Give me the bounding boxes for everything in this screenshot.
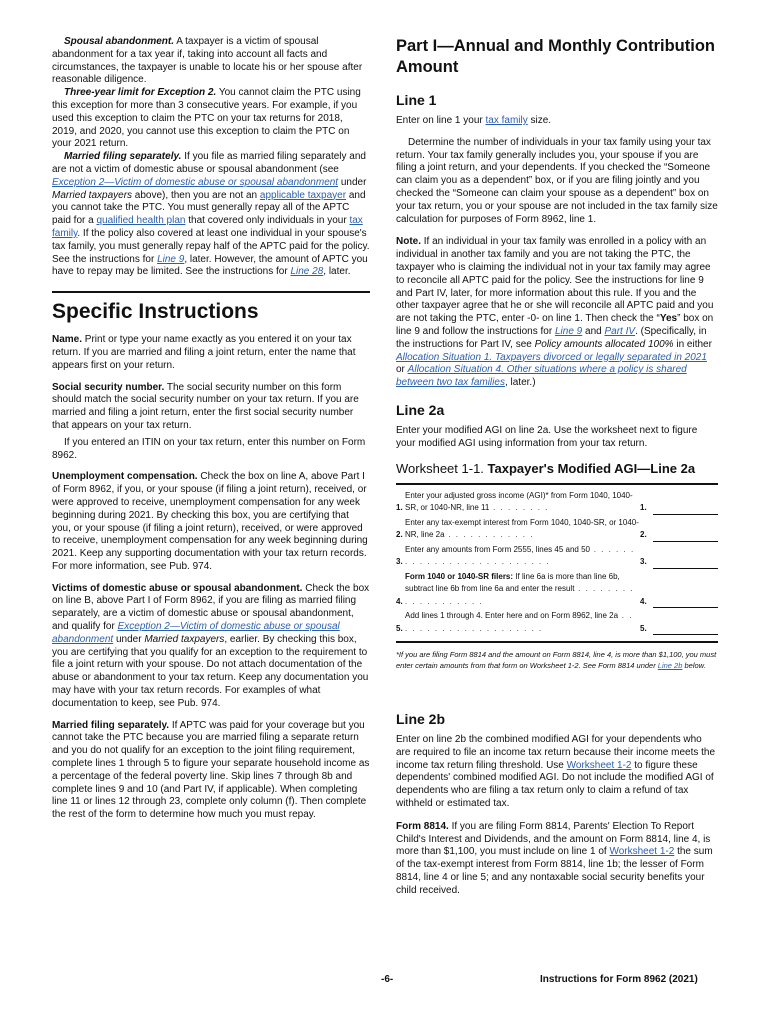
part-iv-link[interactable]: Part IV bbox=[604, 325, 636, 337]
line-2a-paragraph: Enter your modified AGI on line 2a. Use the worksheet next to figure your modified AGI using information from your tax return. bbox=[396, 424, 698, 449]
worksheet-row: 2. Enter any tax-exempt interest from Form 1040, 1040-SR, or 1040-NR, line 2a . . . . . . . . . . . . 2. bbox=[396, 517, 718, 542]
amount-field[interactable] bbox=[653, 558, 718, 569]
line-2b-heading: Line 2b bbox=[396, 711, 446, 728]
amount-field[interactable] bbox=[653, 504, 718, 515]
married-filing-separately-paragraph: Married filing separately. If you file as married filing separately and are not a victim of domestic abuse or spousal abandonment (see Exception 2—Victim of domestic abuse or spousal abandonment under Married taxpayers above), then you are not an applicable taxpayer and you cannot take the PTC. You must generally repay all of the APTC paid for a qualified health plan that covered only individuals in your tax family. If the policy also covered at least one individual in your spouse's tax family, you must generally repay half of the APTC paid for the policy. See the instructions for Line 9, later. However, the amount of APTC you have to repay may be limited. See the instructions for Line 28, later. bbox=[52, 151, 370, 278]
line-2b-paragraph: Enter on line 2b the combined modified AGI for your dependents who are required to file an income tax return because their income meets the income tax return filing threshold. Use Worksheet 1-2 to figure these dependents' combined modified AGI. Do not include the modified AGI of dependents who are filing a tax return only to claim a refund of tax withheld or estimated tax. bbox=[396, 734, 716, 810]
line-9-link[interactable]: Line 9 bbox=[554, 325, 583, 337]
married-filing-separately-2-paragraph: Married filing separately. If APTC was paid for your coverage but you cannot take the PTC because you are married filing a separate return and you do not qualify for an exception to the joint filing requirement, complete lines 1 through 5 to figure your separate household income as a percentage of the federal poverty line. Skip lines 7 through 8b and complete lines 9 and 10 (and Part IV, if applicable). When completing line 11 or lines 12 through 23, complete only column (f). Then complete the rest of the form to determine how much you must repay. bbox=[52, 719, 370, 821]
unemployment-paragraph: Unemployment compensation. Check the box on line A, above Part I of Form 8962, if you, or your spouse (if filing a joint return), received, or were approved to receive, unemployment compensation for any week beginning during 2021. By checking this box, you are certifying that you, or your spouse (if filing a joint return), received, or were approved to receive, unemployment compensation for any week beginning during 2021. Keep any supporting documentation with your tax return records. For more information, see Pub. 974. bbox=[52, 471, 368, 572]
amount-field[interactable] bbox=[653, 624, 718, 635]
right-column bbox=[396, 36, 718, 898]
allocation-situation-1-link[interactable]: Allocation Situation 1. Taxpayers divorced or legally separated in 2021 bbox=[396, 351, 707, 363]
worksheet-footnote: *If you are filing Form 8814 and the amount on Form 8814, line 4, is more than $1,100, you must enter certain amounts from that form on Worksheet 1-2. See Form 8814 under Line 2b below. bbox=[396, 650, 717, 671]
worksheet-row: 1. Enter your adjusted gross income (AGI)* from Form 1040, 1040-SR, or 1040-NR, line 11 . . . . . . . . 1. bbox=[396, 490, 718, 515]
applicable-taxpayer-link[interactable]: applicable taxpayer bbox=[259, 189, 347, 201]
tax-family-link[interactable]: tax family bbox=[52, 215, 363, 239]
worksheet-1-2-link[interactable]: Worksheet 1-2 bbox=[609, 846, 675, 858]
section-divider bbox=[52, 291, 370, 293]
line-9-link[interactable]: Line 9 bbox=[157, 253, 185, 265]
worksheet-table bbox=[396, 483, 718, 644]
page-number: -6- bbox=[381, 974, 394, 985]
exception-2-link[interactable]: Exception 2—Victim of domestic abuse or spousal abandonment bbox=[52, 621, 340, 645]
itin-paragraph: If you entered an ITIN on your tax return, enter this number on Form 8962. bbox=[52, 436, 366, 461]
line-2b-link[interactable]: Line 2b bbox=[657, 661, 683, 671]
tax-family-link[interactable]: tax family bbox=[485, 115, 528, 126]
section-title: Specific Instructions bbox=[52, 300, 259, 324]
form-8814-paragraph: Form 8814. If you are filing Form 8814, Parents' Election To Report Child's Interest and Dividends, and the amount on Form 8814, line 4, is more than $1,100, you must include on line 1 of Worksheet 1-2 the sum of the tax-exempt interest from Form 8814, line 1b; the lesser of Form 8814, line 4 or line 5; and any nontaxable social security benefits your child received. bbox=[396, 820, 713, 896]
three-year-limit-paragraph: Three-year limit for Exception 2. You cannot claim the PTC using this exception for more than 3 consecutive years. For example, if you used this exception to claim the PTC on your tax returns for 2018, 2019, and 2020, you cannot use this exception to claim the PTC on your 2021 return. bbox=[52, 87, 361, 150]
worksheet-title: Worksheet 1-1. Taxpayer's Modified AGI—Line 2a bbox=[396, 460, 696, 476]
worksheet-row: 4. Form 1040 or 1040-SR filers: If line 6a is more than line 6b, subtract line 6b from line 6a and enter the result . . . . . . . . . . . . . . . . . . . 4. bbox=[396, 571, 718, 609]
line-1-detail-paragraph: Determine the number of individuals in your tax family using your tax return. Your tax family generally includes you, your spouse if you are filing a joint return, and your dependents. If you checked the “Someone can claim you as a dependent” box, or if you are filing jointly and you checked the “Someone can claim your spouse as a dependent” box on your tax return, you or your spouse are not included in the tax family size calculation for purposes of Form 8962, line 1. bbox=[396, 136, 718, 225]
part-title: Part I—Annual and Monthly Contribution Amount bbox=[396, 37, 715, 76]
exception-2-link[interactable]: Exception 2—Victim of domestic abuse or spousal abandonment bbox=[52, 176, 339, 188]
ssn-paragraph: Social security number. The social security number on this form should match the social security number on your tax return. If you are married and filing a joint return, enter the first social security number that appears on your tax return. bbox=[52, 381, 359, 431]
line-1-paragraph: Enter on line 1 your tax family size. bbox=[396, 115, 552, 126]
qualified-health-plan-link[interactable]: qualified health plan bbox=[96, 215, 186, 227]
left-column bbox=[52, 36, 370, 822]
line-28-link[interactable]: Line 28 bbox=[290, 266, 324, 278]
footer-title: Instructions for Form 8962 (2021) bbox=[540, 974, 698, 985]
amount-field[interactable] bbox=[653, 531, 718, 542]
worksheet-row: 5. Add lines 1 through 4. Enter here and on Form 8962, line 2a . . . . . . . . . . . . . . . . . . . . . 5. bbox=[396, 610, 718, 635]
name-paragraph: Name. Print or type your name exactly as you entered it on your tax return. If you are married and filing a joint return, enter the name that appears first on your return. bbox=[52, 334, 356, 371]
spousal-abandonment-paragraph: Spousal abandonment. A taxpayer is a victim of spousal abandonment for a tax year if, taking into account all facts and circumstances, the taxpayer is unable to locate his or her spouse after reasonable diligence. bbox=[52, 36, 363, 86]
worksheet-1-2-link[interactable]: Worksheet 1-2 bbox=[566, 759, 632, 771]
allocation-situation-4-link[interactable]: Allocation Situation 4. Other situations where a policy is shared between two tax families bbox=[396, 364, 687, 389]
note-paragraph: Note. If an individual in your tax family was enrolled in a policy with an individual in another tax family and you are not taking the PTC, the taxpayer who is claiming the individual not in your tax family may agree to reconcile all APTC paid for the policy. See the instructions for line 9 and Part IV, later, for more information about this rule. If you and the other taxpayer agree that he or she will reconcile all APTC paid and you are not taking the PTC, enter -0- on line 1. Then check the “Yes” box on line 9 and follow the instructions for Line 9 and Part IV. (Specifically, in the instructions for Part IV, see Policy amounts allocated 100% in either Allocation Situation 1. Taxpayers divorced or legally separated in 2021 or Allocation Situation 4. Other situations where a policy is shared between two tax families, later.) bbox=[396, 236, 714, 389]
line-2a-heading: Line 2a bbox=[396, 401, 445, 418]
amount-field[interactable] bbox=[653, 597, 718, 608]
worksheet-row: 3. Enter any amounts from Form 2555, lines 45 and 50 . . . . . . . . . . . . . . . . . . . . . . . . . . 3. bbox=[396, 544, 718, 569]
victims-paragraph: Victims of domestic abuse or spousal abandonment. Check the box on line B, above Part I of Form 8962, if you are filing as married filing separately, are a victim of domestic abuse or spousal abandonment, and qualify for Exception 2—Victim of domestic abuse or spousal abandonment under Married taxpayers, earlier. By checking this box, you are certifying that you qualify for an exception to the requirement to file a joint return with your spouse. Do not attach documentation of the abuse or abandonment to your tax return. Keep any documentation you may have with your tax return records. For examples of what documentation to keep, see Pub. 974. bbox=[52, 582, 370, 709]
line-1-heading: Line 1 bbox=[396, 92, 437, 108]
